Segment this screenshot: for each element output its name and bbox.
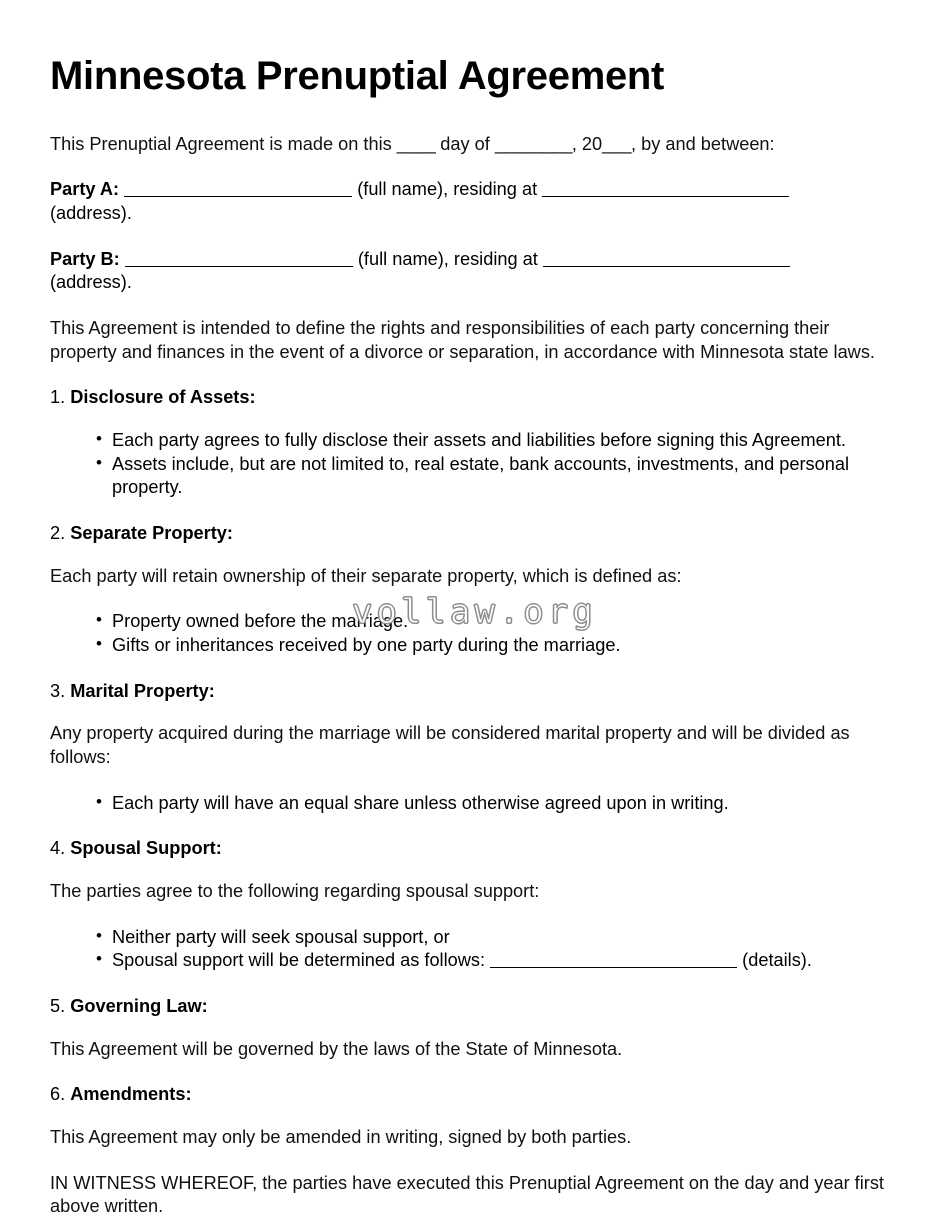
intro-day-of: day of <box>435 133 495 154</box>
section-3-title: Marital Property: <box>70 680 215 701</box>
list-item: • Gifts or inheritances received by one party during the marriage. <box>98 634 893 658</box>
party-b-address-blank[interactable] <box>543 266 790 267</box>
section-heading-2 <box>50 522 893 546</box>
party-b-fullname-note: (full name), residing at <box>357 248 538 269</box>
closing-paragraph: IN WITNESS WHEREOF, the parties have executed this Prenuptial Agreement on the day and year first above written. <box>50 1172 884 1217</box>
section-6-number: 6. <box>50 1084 66 1105</box>
section-heading-1 <box>50 386 893 410</box>
list-item: • Assets include, but are not limited to, real estate, bank accounts, investments, and personal property. <box>98 453 893 500</box>
party-a-label: Party A: <box>50 179 120 200</box>
section-5-number: 5. <box>50 995 66 1016</box>
party-a-address-note: (address). <box>50 203 132 224</box>
day-blank[interactable]: ____ <box>396 133 436 154</box>
section-1-number: 1. <box>50 387 66 408</box>
party-b-line <box>50 248 893 295</box>
section-3-number: 3. <box>50 680 66 701</box>
intro-tail: , by and between: <box>631 133 775 154</box>
section-heading-4 <box>50 837 893 861</box>
section-4-lead: The parties agree to the following regarding spousal support: <box>50 880 540 901</box>
section-1-title: Disclosure of Assets: <box>70 387 256 408</box>
section-2-lead: Each party will retain ownership of their separate property, which is defined as: <box>50 565 682 586</box>
section-2-number: 2. <box>50 523 66 544</box>
party-a-name-blank[interactable] <box>124 196 352 197</box>
spousal-support-details-note: (details). <box>742 950 812 971</box>
intro-before-day: This Prenuptial Agreement is made on this <box>50 133 397 154</box>
year-blank[interactable]: ___ <box>602 133 632 154</box>
list-item: • Each party will have an equal share unless otherwise agreed upon in writing. <box>98 792 893 816</box>
section-heading-6 <box>50 1083 893 1107</box>
list-item: • Each party agrees to fully disclose their assets and liabilities before signing this Agreement. <box>98 429 893 453</box>
section-heading-5 <box>50 995 893 1019</box>
list-item-with-blank <box>98 949 893 973</box>
month-blank[interactable]: ________ <box>494 133 572 154</box>
list-item: • Property owned before the marriage. <box>98 610 893 634</box>
section-heading-3 <box>50 680 893 704</box>
page-title: Minnesota Prenuptial Agreement <box>50 54 665 98</box>
party-a-address-blank[interactable] <box>542 196 789 197</box>
site-watermark: vollaw.org <box>352 592 597 632</box>
section-4-bullet-list <box>50 926 893 973</box>
section-5-lead: This Agreement will be governed by the laws of the State of Minnesota. <box>50 1038 623 1059</box>
purpose-paragraph: This Agreement is intended to define the rights and responsibilities of each party concerning their property and finances in the event of a divorce or separation, in accordance with Minnesota state laws. <box>50 318 875 362</box>
section-2-bullet-list <box>50 610 893 657</box>
party-b-label: Party B: <box>50 248 120 269</box>
spousal-support-details-blank[interactable] <box>490 967 737 968</box>
list-item: • Neither party will seek spousal support, or <box>98 926 893 950</box>
section-3-lead: Any property acquired during the marriage will be considered marital property and will be divided as follows: <box>50 723 850 767</box>
party-b-address-note: (address). <box>50 272 132 293</box>
section-4-title: Spousal Support: <box>70 838 222 859</box>
party-b-name-blank[interactable] <box>125 266 353 267</box>
party-a-fullname-note: (full name), residing at <box>357 179 538 200</box>
section-6-lead: This Agreement may only be amended in writing, signed by both parties. <box>50 1126 632 1147</box>
intro-after-month: , 20 <box>571 133 603 154</box>
party-a-line <box>50 178 893 225</box>
section-1-bullet-list <box>50 429 893 500</box>
intro-paragraph <box>50 133 893 157</box>
section-5-title: Governing Law: <box>70 995 208 1016</box>
section-6-title: Amendments: <box>70 1084 192 1105</box>
section-3-bullet-list <box>50 792 893 816</box>
section-2-title: Separate Property: <box>70 523 233 544</box>
spousal-support-details-label: Spousal support will be determined as follows: <box>112 950 486 971</box>
section-4-number: 4. <box>50 838 66 859</box>
